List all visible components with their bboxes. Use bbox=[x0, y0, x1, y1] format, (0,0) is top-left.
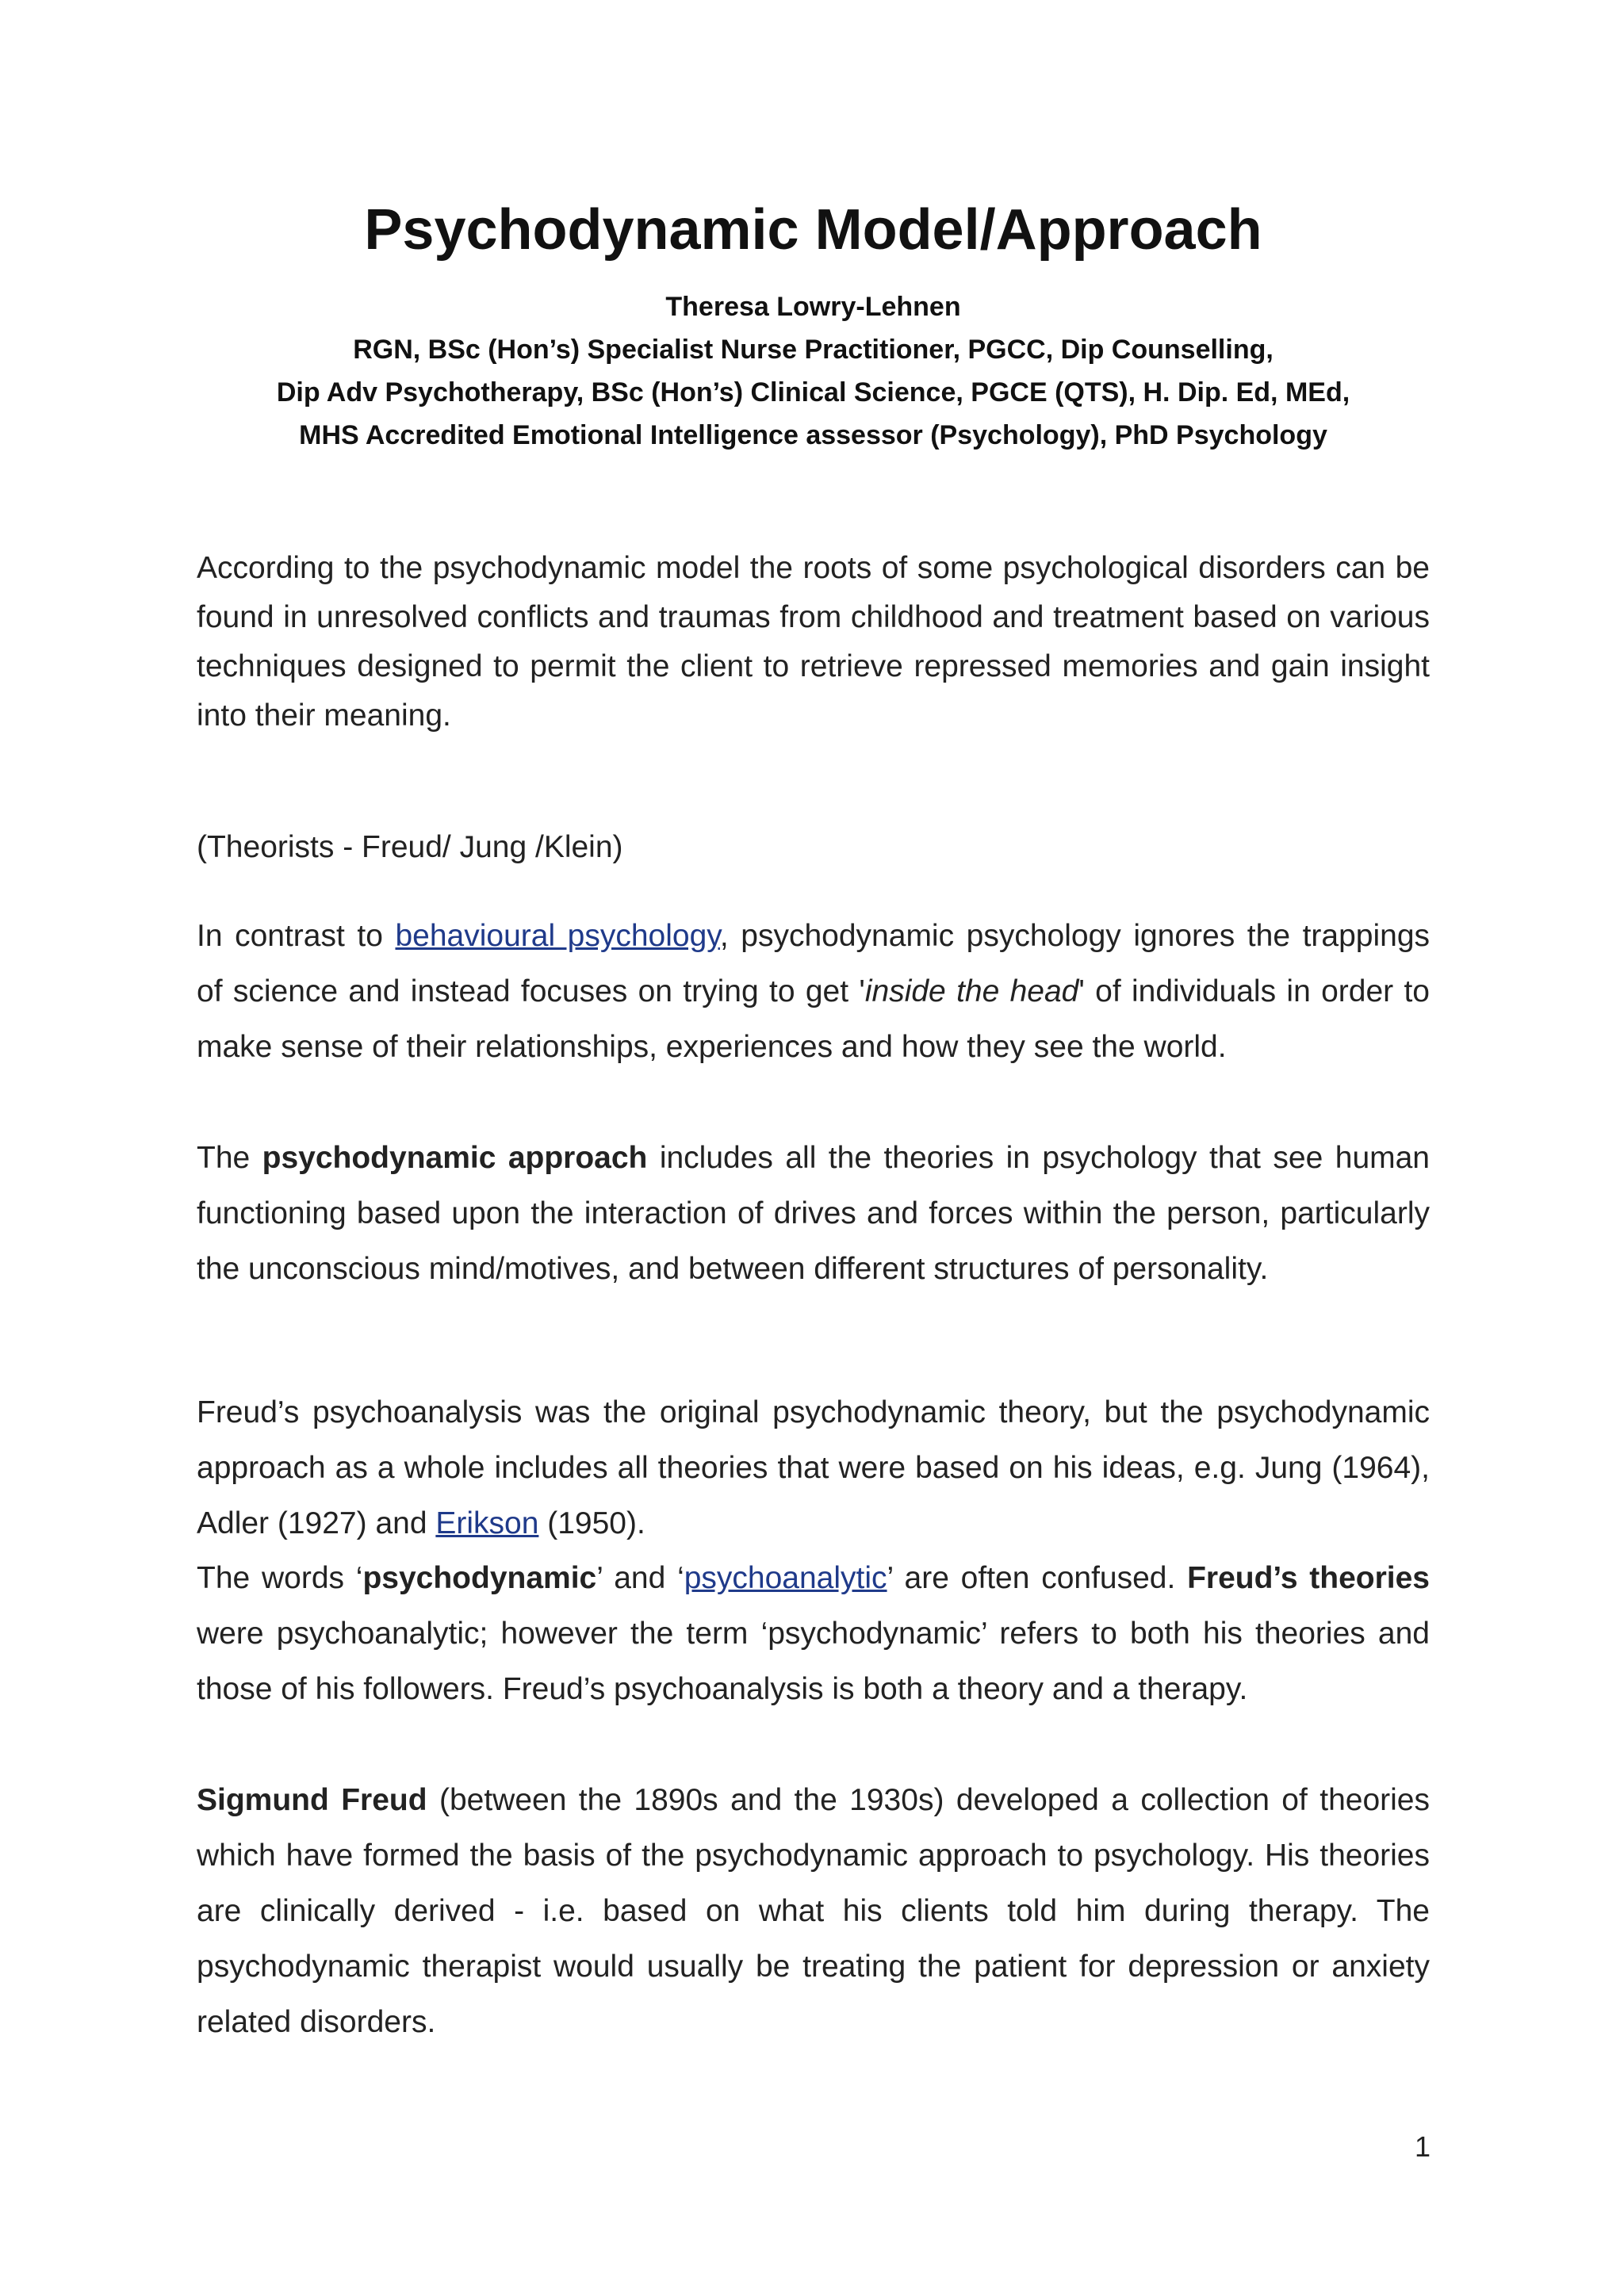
bold-term: psychodynamic bbox=[362, 1561, 597, 1595]
paragraph-sigmund-freud bbox=[197, 1773, 1430, 2050]
paragraph-text: The words ‘ bbox=[197, 1561, 363, 1595]
paragraph-text: (1950). bbox=[538, 1506, 645, 1540]
paragraph-text: The bbox=[197, 1141, 262, 1175]
author-block bbox=[197, 285, 1430, 457]
paragraph-text: includes all the theories in psychology that see human functioning based upon the interaction of drives and forces within the person, particularly the unconscious mind/motives, and between different structures of personality. bbox=[197, 1141, 1430, 1286]
paragraph-behavioural-contrast bbox=[197, 909, 1430, 1075]
erikson-link[interactable]: Erikson bbox=[435, 1506, 539, 1540]
paragraph-text: (between the 1890s and the 1930s) developed a collection of theories which have formed the basis of the psychodynamic approach to psychology. His theories are clinically derived - i.e. based on what his clients told him during therapy. The psychodynamic therapist would usually be treating the patient for depression or anxiety related disorders. bbox=[197, 1783, 1430, 2039]
intro-paragraph: According to the psychodynamic model the roots of some psychological disorders can be found in unresolved conflicts and traumas from childhood and treatment based on various techniques designed to permit the client to retrieve repressed memories and gain insight into their meaning. bbox=[197, 551, 1430, 733]
paragraph-text: ’ and ‘ bbox=[596, 1561, 684, 1595]
bold-term: Freud’s theories bbox=[1187, 1561, 1430, 1595]
bold-term: psychodynamic approach bbox=[262, 1141, 648, 1175]
paragraph-text: ' of individuals in order to make sense of their relationships, experiences and how they see the world. bbox=[197, 974, 1430, 1064]
paragraph-text: In contrast to bbox=[197, 919, 396, 953]
paragraph-freud-psychoanalysis bbox=[197, 1385, 1430, 1552]
author-credentials-line-3: MHS Accredited Emotional Intelligence assessor (Psychology), PhD Psychology bbox=[299, 420, 1327, 450]
paragraph-text: ’ are often confused. bbox=[887, 1561, 1188, 1595]
page-number: 1 bbox=[1414, 2130, 1431, 2163]
behavioural-psychology-link[interactable]: behavioural psychology bbox=[395, 919, 720, 953]
italic-phrase: inside the head bbox=[864, 974, 1079, 1008]
document-title: Psychodynamic Model/Approach bbox=[364, 198, 1262, 262]
paragraph-psychodynamic-approach bbox=[197, 1131, 1430, 1297]
author-credentials-line-2: Dip Adv Psychotherapy, BSc (Hon’s) Clinical Science, PGCE (QTS), H. Dip. Ed, MEd, bbox=[276, 377, 1350, 408]
paragraph-text: , psychodynamic psychology ignores the trappings of science and instead focuses on trying to get ' bbox=[197, 919, 1431, 1008]
theorists-line: (Theorists - Freud/ Jung /Klein) bbox=[197, 830, 623, 864]
paragraph-words-confused bbox=[197, 1551, 1430, 1717]
author-name: Theresa Lowry-Lehnen bbox=[665, 292, 961, 322]
paragraph-text: Freud’s psychoanalysis was the original psychodynamic theory, but the psychodynamic approach as a whole includes all theories that were based on his ideas, e.g. Jung (1964), Adler (1927) and bbox=[197, 1395, 1430, 1540]
bold-term: Sigmund Freud bbox=[197, 1783, 427, 1817]
psychoanalytic-link[interactable]: psychoanalytic bbox=[684, 1561, 887, 1595]
author-credentials-line-1: RGN, BSc (Hon’s) Specialist Nurse Practitioner, PGCC, Dip Counselling, bbox=[353, 335, 1274, 365]
paragraph-text: were psychoanalytic; however the term ‘psychodynamic’ refers to both his theories and those of his followers. Freud’s psychoanalysis is both a theory and a therapy. bbox=[197, 1617, 1430, 1706]
